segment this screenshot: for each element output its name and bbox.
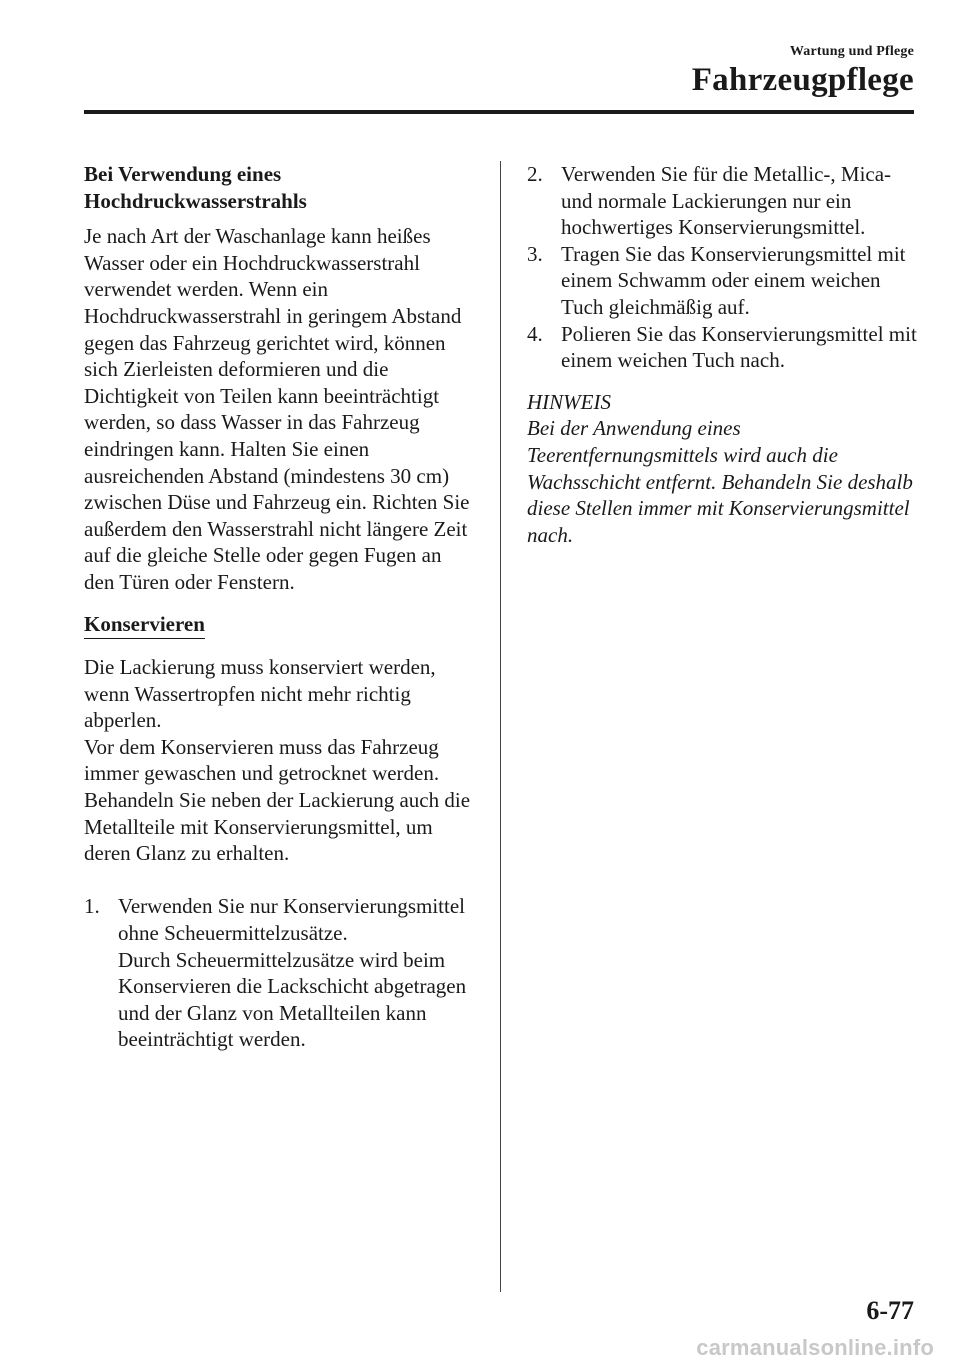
step-number: 3. xyxy=(527,241,543,266)
note-label: HINWEIS xyxy=(527,389,611,414)
page-number: 6-77 xyxy=(866,1296,914,1325)
step-text: Polieren Sie das Konservierungsmittel mit einem weichen Tuch nach. xyxy=(561,321,917,373)
steps-list xyxy=(527,161,919,374)
konservieren-heading: Konservieren xyxy=(84,611,205,640)
step-text: Tragen Sie das Konservierungsmittel mit einem Schwamm oder einem weichen Tuch gleichmäßig auf. xyxy=(561,241,906,319)
header-chapter-title: Fahrzeugpflege xyxy=(691,62,914,98)
header-section-title: Wartung und Pflege xyxy=(789,44,914,59)
konservieren-paragraph-2: Vor dem Konservieren muss das Fahrzeug immer gewaschen und getrocknet werden. Behandeln Sie neben der Lackierung auch die Metallteile mit Konservierungsmittel, um deren Glanz zu erhalten. xyxy=(84,734,471,866)
step-number: 4. xyxy=(527,321,543,346)
subheading-hochdruck xyxy=(84,161,474,214)
list-item xyxy=(527,241,919,321)
step-text xyxy=(118,893,474,1053)
list-item xyxy=(527,161,919,241)
right-column xyxy=(527,161,919,548)
list-item xyxy=(527,321,919,374)
watermark: carmanualsonline.info xyxy=(696,1335,934,1360)
column-divider xyxy=(500,161,501,1292)
list-item-step-1 xyxy=(84,893,474,1053)
step-text: Verwenden Sie für die Metallic-, Mica- und normale Lackierungen nur ein hochwertiges Konservierungsmittel. xyxy=(561,162,892,240)
step-1-line-1: Verwenden Sie nur Konservierungsmittel ohne Scheuermittelzusätze. xyxy=(118,894,466,946)
step-1-line-2: Durch Scheuermittelzusätze wird beim Konservieren die Lackschicht abgetragen und der Glanz von Metallteilen kann beeinträchtigt werden. xyxy=(118,947,467,1052)
hochdruck-paragraph: Je nach Art der Waschanlage kann heißes Wasser oder ein Hochdruckwasserstrahl verwendet werden. Wenn ein Hochdruckwasserstrahl in geringem Abstand gegen das Fahrzeug gerichtet wird, können sich Zierleisten deformieren und die Dichtigkeit von Teilen kann beeinträchtigt werden, so dass Wasser in das Fahrzeug eindringen kann. Halten Sie einen ausreichenden Abstand (mindestens 30 cm) zwischen Düse und Fahrzeug ein. Richten Sie außerdem den Wasserstrahl nicht längere Zeit auf die gleiche Stelle oder gegen Fugen an den Türen oder Fenstern. xyxy=(84,224,470,594)
blank-line xyxy=(84,867,474,894)
step-number: 1. xyxy=(84,894,100,919)
step-number: 2. xyxy=(527,162,543,186)
subheading-line-1: Bei Verwendung eines xyxy=(84,162,282,186)
left-column xyxy=(84,161,474,1053)
konservieren-heading-wrap xyxy=(84,611,474,640)
note-text: Bei der Anwendung eines Teerentfernungsmittels wird auch die Wachsschicht entfernt. Behandeln Sie deshalb diese Stellen immer mit Konservierungsmittel nach. xyxy=(527,416,913,547)
subheading-line-2: Hochdruckwasserstrahls xyxy=(84,188,307,213)
header-divider xyxy=(84,110,914,114)
konservieren-paragraph-1: Die Lackierung muss konserviert werden, wenn Wassertropfen nicht mehr richtig abperlen. xyxy=(84,655,436,733)
